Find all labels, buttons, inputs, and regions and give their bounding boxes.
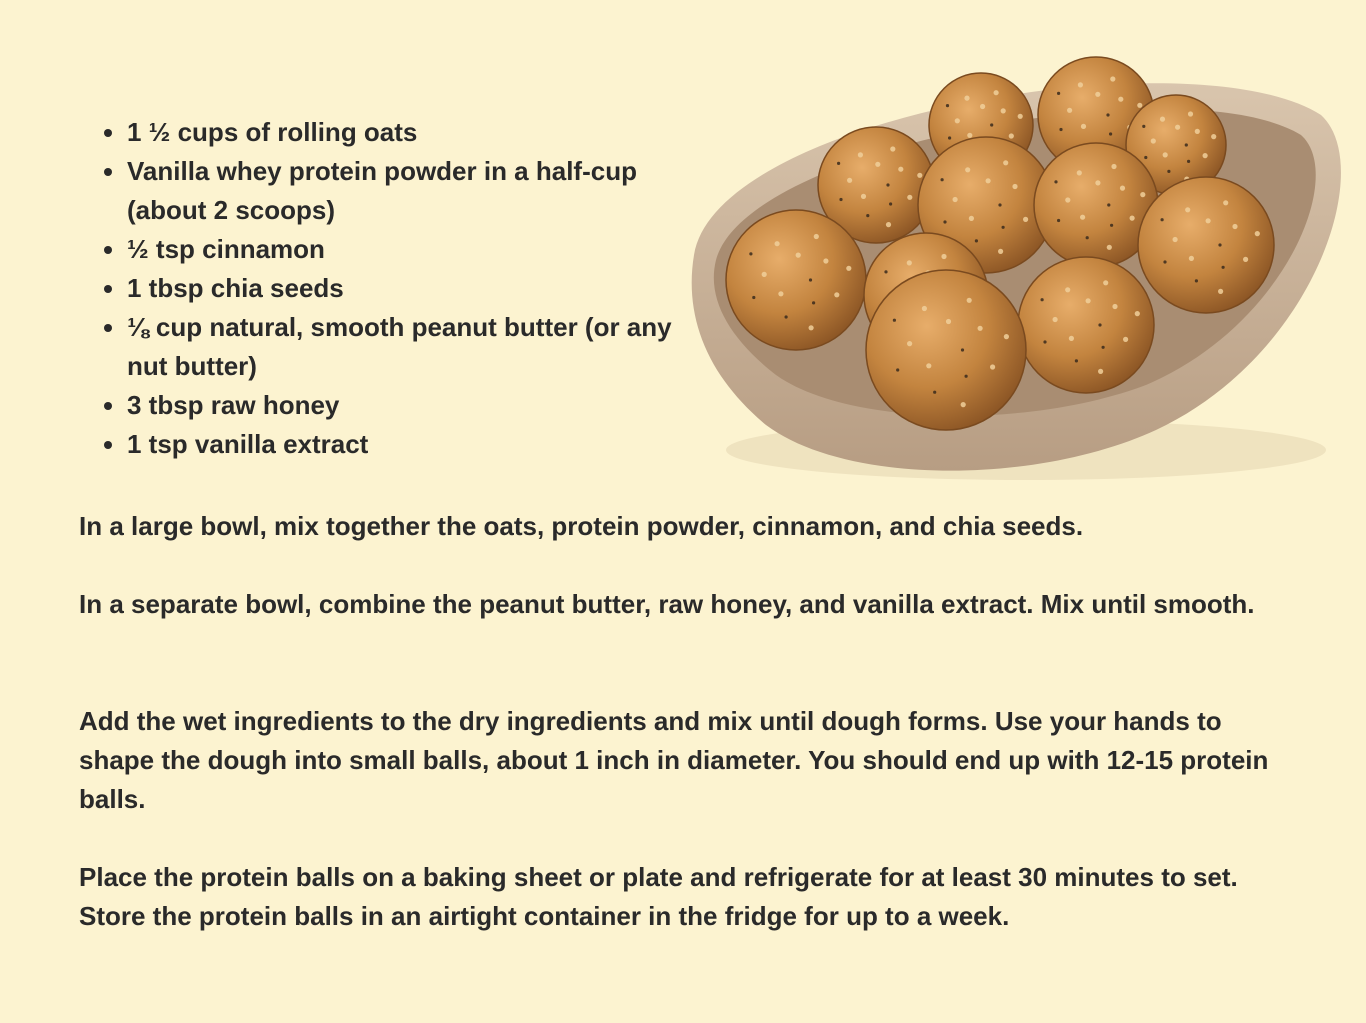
chia-seed-speck (886, 183, 889, 186)
chia-seed-speck (893, 319, 896, 322)
chia-seed-speck (1185, 143, 1188, 146)
chia-seed-speck (1086, 236, 1089, 239)
protein-ball (726, 210, 866, 350)
chia-seed-speck (812, 301, 815, 304)
oat-speck (775, 241, 780, 246)
chia-seed-speck (946, 104, 949, 107)
chia-seed-speck (884, 270, 887, 273)
chia-seed-speck (785, 315, 788, 318)
oat-speck (846, 266, 851, 271)
oat-speck (1069, 336, 1074, 341)
oat-speck (1188, 111, 1193, 116)
oat-speck (964, 96, 969, 101)
oat-speck (1053, 317, 1058, 322)
oat-speck (1067, 108, 1072, 113)
protein-ball (866, 270, 1026, 430)
oat-speck (1151, 138, 1156, 143)
oat-speck (1086, 298, 1091, 303)
oat-speck (834, 292, 839, 297)
oat-speck (898, 167, 903, 172)
oat-speck (1098, 369, 1103, 374)
protein-ball (1138, 177, 1274, 313)
chia-seed-speck (1161, 218, 1164, 221)
oat-speck (1095, 180, 1100, 185)
oat-speck (1185, 207, 1190, 212)
oat-speck (1080, 215, 1085, 220)
oat-speck (994, 90, 999, 95)
oat-speck (1173, 237, 1178, 242)
oat-speck (875, 162, 880, 167)
oat-speck (1110, 76, 1115, 81)
oat-speck (1023, 217, 1028, 222)
chia-seed-speck (1057, 92, 1060, 95)
oat-speck (886, 222, 891, 227)
chia-seed-speck (965, 375, 968, 378)
oat-speck (778, 291, 783, 296)
step-paragraph: In a separate bowl, combine the peanut butter, raw honey, and vanilla extract. Mix until smooth. (79, 589, 1255, 619)
ingredient-list (84, 113, 717, 464)
oat-speck (917, 173, 922, 178)
ingredient-item: • Vanilla whey protein powder in a half-cup (about 2 scoops) (127, 152, 717, 230)
oat-speck (1160, 117, 1165, 122)
oat-speck (861, 194, 866, 199)
ingredient-item: • 1 tbsp chia seeds (127, 269, 717, 308)
oat-speck (1163, 152, 1168, 157)
oat-speck (1232, 224, 1237, 229)
oat-speck (926, 363, 931, 368)
oat-speck (1065, 287, 1070, 292)
oat-speck (907, 260, 912, 265)
oat-speck (1203, 153, 1208, 158)
oat-speck (1095, 92, 1100, 97)
oat-speck (986, 178, 991, 183)
oat-speck (1223, 200, 1228, 205)
chia-seed-speck (749, 252, 752, 255)
chia-seed-speck (752, 296, 755, 299)
oat-speck (1012, 184, 1017, 189)
chia-seed-speck (1057, 219, 1060, 222)
oat-speck (1255, 231, 1260, 236)
chia-seed-speck (1187, 160, 1190, 163)
oat-speck (907, 341, 912, 346)
chia-seed-speck (1218, 243, 1221, 246)
oat-speck (1065, 197, 1070, 202)
step-paragraph: Place the protein balls on a baking sheet or plate and refrigerate for at least 30 minutes to set. Store the protein balls in an airtight container in the fridge for up to a week. (79, 862, 1238, 931)
oat-speck (1123, 337, 1128, 342)
oat-speck (809, 325, 814, 330)
chia-seed-speck (1002, 226, 1005, 229)
oat-speck (1189, 256, 1194, 261)
oat-speck (1107, 245, 1112, 250)
oat-speck (1077, 170, 1082, 175)
oat-speck (1195, 129, 1200, 134)
oat-speck (847, 178, 852, 183)
oat-speck (980, 104, 985, 109)
chia-seed-speck (975, 239, 978, 242)
chia-seed-speck (961, 348, 964, 351)
chia-seed-speck (1222, 266, 1225, 269)
oat-speck (907, 195, 912, 200)
chia-seed-speck (1195, 279, 1198, 282)
ingredient-item: • ⅛ cup natural, smooth peanut butter (or any nut butter) (127, 308, 717, 386)
oat-speck (762, 272, 767, 277)
oat-speck (955, 118, 960, 123)
oat-speck (1175, 125, 1180, 130)
chia-seed-speck (1054, 180, 1057, 183)
chia-seed-speck (1142, 125, 1145, 128)
chia-seed-speck (1041, 298, 1044, 301)
ingredient-item: • 3 tbsp raw honey (127, 386, 717, 425)
oat-speck (1218, 289, 1223, 294)
oat-speck (1078, 82, 1083, 87)
chia-seed-speck (1043, 340, 1046, 343)
oat-speck (953, 197, 958, 202)
chia-seed-speck (809, 278, 812, 281)
chia-seed-speck (1098, 323, 1101, 326)
oat-speck (1118, 97, 1123, 102)
oat-speck (1140, 192, 1145, 197)
oat-speck (796, 253, 801, 258)
oat-speck (890, 146, 895, 151)
oat-speck (1018, 114, 1023, 119)
step-paragraph: Add the wet ingredients to the dry ingredients and mix until dough forms. Use your hands to shape the dough into small balls, about 1 inch in diameter. You should end up with 12-15 protein balls. (79, 706, 1269, 814)
ingredient-item: • 1 ½ cups of rolling oats (127, 113, 717, 152)
chia-seed-speck (933, 391, 936, 394)
oat-speck (1001, 108, 1006, 113)
chia-seed-speck (1106, 113, 1109, 116)
oat-speck (1243, 257, 1248, 262)
oat-speck (965, 167, 970, 172)
chia-seed-speck (990, 123, 993, 126)
oat-speck (823, 258, 828, 263)
oat-speck (946, 319, 951, 324)
ingredient-item: • 1 tsp vanilla extract (127, 425, 717, 464)
oat-speck (858, 152, 863, 157)
chia-seed-speck (948, 136, 951, 139)
chia-seed-speck (1110, 224, 1113, 227)
chia-seed-speck (889, 202, 892, 205)
oat-speck (1130, 216, 1135, 221)
chia-seed-speck (1144, 156, 1147, 159)
chia-seed-speck (1163, 260, 1166, 263)
oat-speck (967, 133, 972, 138)
oat-speck (1081, 124, 1086, 129)
chia-seed-speck (896, 368, 899, 371)
chia-seed-speck (941, 178, 944, 181)
oat-speck (978, 326, 983, 331)
oat-speck (1135, 311, 1140, 316)
oat-speck (1003, 160, 1008, 165)
oat-speck (1112, 304, 1117, 309)
oat-speck (1206, 218, 1211, 223)
oat-speck (941, 254, 946, 259)
protein-balls-bowl-image (676, 55, 1348, 485)
chia-seed-speck (866, 214, 869, 217)
chia-seed-speck (1107, 203, 1110, 206)
ingredient-item: • ½ tsp cinnamon (127, 230, 717, 269)
oat-speck (1009, 133, 1014, 138)
oat-speck (990, 364, 995, 369)
oat-speck (1211, 134, 1216, 139)
oat-speck (967, 298, 972, 303)
oat-speck (969, 216, 974, 221)
chia-seed-speck (943, 220, 946, 223)
chia-seed-speck (1109, 132, 1112, 135)
chia-seed-speck (837, 162, 840, 165)
protein-ball (1018, 257, 1154, 393)
step-paragraph: In a large bowl, mix together the oats, protein powder, cinnamon, and chia seeds. (79, 511, 1084, 541)
oat-speck (1111, 164, 1116, 169)
oat-speck (1004, 334, 1009, 339)
oat-speck (1137, 103, 1142, 108)
oat-speck (998, 249, 1003, 254)
chia-seed-speck (839, 198, 842, 201)
oat-speck (1120, 186, 1125, 191)
chia-seed-speck (1059, 128, 1062, 131)
chia-seed-speck (1102, 346, 1105, 349)
chia-seed-speck (1167, 170, 1170, 173)
oat-speck (814, 234, 819, 239)
chia-seed-speck (998, 203, 1001, 206)
oat-speck (961, 402, 966, 407)
oat-speck (922, 306, 927, 311)
chia-seed-speck (1075, 359, 1078, 362)
oat-speck (1103, 280, 1108, 285)
